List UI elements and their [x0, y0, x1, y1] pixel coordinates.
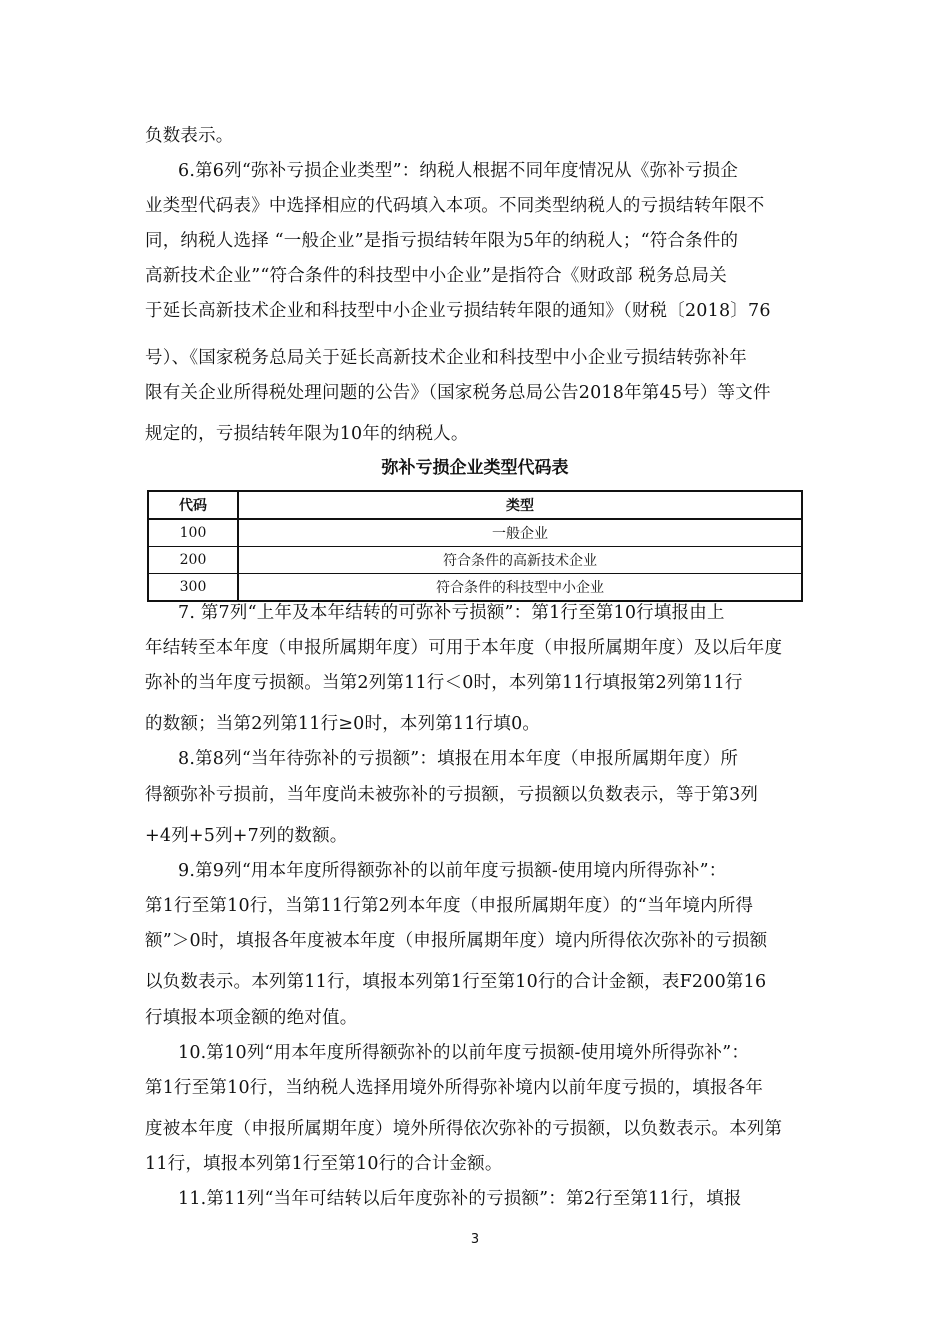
paragraph-line: 的数额；当第2列第11行≥0时，本列第11行填0。: [145, 714, 541, 734]
paragraph-line: 11行，填报本列第1行至第10行的合计金额。: [145, 1154, 503, 1174]
paragraph-line: 额”＞0时，填报各年度被本年度（申报所属期年度）境内所得依次弥补的亏损额: [145, 931, 768, 951]
paragraph-line: 于延长高新技术企业和科技型中小企业亏损结转年限的通知》（财税〔2018〕76: [145, 301, 771, 321]
paragraph-line: 第1行至第10行，当第11行第2列本年度（申报所属期年度）的“当年境内所得: [145, 896, 754, 916]
paragraph-line: 规定的，亏损结转年限为10年的纳税人。: [145, 424, 469, 444]
paragraph-line: 负数表示。: [145, 126, 234, 146]
paragraph-line: 年结转至本年度（申报所属期年度）可用于本年度（申报所属期年度）及以后年度: [145, 638, 783, 658]
type-cell: 一般企业: [238, 519, 802, 547]
paragraph-line: 11.第11列“当年可结转以后年度弥补的亏损额”：第2行至第11行，填报: [178, 1189, 742, 1209]
paragraph-line: 第1行至第10行，当纳税人选择用境外所得弥补境内以前年度亏损的，填报各年: [145, 1078, 764, 1098]
paragraph-line: 同，纳税人选择 “一般企业”是指亏损结转年限为5年的纳税人；“符合条件的: [145, 231, 739, 251]
paragraph-line: 高新技术企业”“符合条件的科技型中小企业”是指符合《财政部 税务总局关: [145, 266, 727, 286]
paragraph-line: 限有关企业所得税处理问题的公告》（国家税务总局公告2018年第45号）等文件: [145, 383, 771, 403]
column-header-type: 类型: [238, 491, 802, 519]
paragraph-line: 号）、《国家税务总局关于延长高新技术企业和科技型中小企业亏损结转弥补年: [145, 348, 747, 368]
paragraph-line: 9.第9列“用本年度所得额弥补的以前年度亏损额-使用境内所得弥补”：: [178, 861, 727, 881]
enterprise-type-code-table: [147, 490, 803, 602]
paragraph-line: 度被本年度（申报所属期年度）境外所得依次弥补的亏损额，以负数表示。本列第: [145, 1119, 783, 1139]
paragraph-line: 6.第6列“弥补亏损企业类型”：纳税人根据不同年度情况从《弥补亏损企: [178, 161, 739, 181]
paragraph-line: 弥补的当年度亏损额。当第2列第11行＜0时，本列第11行填报第2列第11行: [145, 673, 743, 693]
paragraph-line: 10.第10列“用本年度所得额弥补的以前年度亏损额-使用境外所得弥补”：: [178, 1043, 750, 1063]
paragraph-line: +4列+5列+7列的数额。: [145, 826, 348, 846]
table-row: [148, 574, 802, 602]
paragraph-line: 得额弥补亏损前，当年度尚未被弥补的亏损额，亏损额以负数表示，等于第3列: [145, 785, 759, 805]
table-row: [148, 547, 802, 574]
paragraph-line: 7. 第7列“上年及本年结转的可弥补亏损额”：第1行至第10行填报由上: [178, 603, 725, 623]
table-title: 弥补亏损企业类型代码表: [381, 458, 569, 478]
table-row: [148, 519, 802, 547]
paragraph-line: 以负数表示。本列第11行，填报本列第1行至第10行的合计金额，表F200第16: [145, 972, 767, 992]
type-cell: 符合条件的科技型中小企业: [238, 574, 802, 602]
code-cell: 200: [148, 547, 238, 574]
table-header-row: [148, 491, 802, 519]
page-number: 3: [470, 1232, 480, 1247]
code-cell: 300: [148, 574, 238, 602]
type-cell: 符合条件的高新技术企业: [238, 547, 802, 574]
paragraph-line: 行填报本项金额的绝对值。: [145, 1008, 358, 1028]
code-cell: 100: [148, 519, 238, 547]
paragraph-line: 8.第8列“当年待弥补的亏损额”：填报在用本年度（申报所属期年度）所: [178, 749, 739, 769]
paragraph-line: 业类型代码表》中选择相应的代码填入本项。不同类型纳税人的亏损结转年限不: [145, 196, 765, 216]
column-header-code: 代码: [148, 491, 238, 519]
